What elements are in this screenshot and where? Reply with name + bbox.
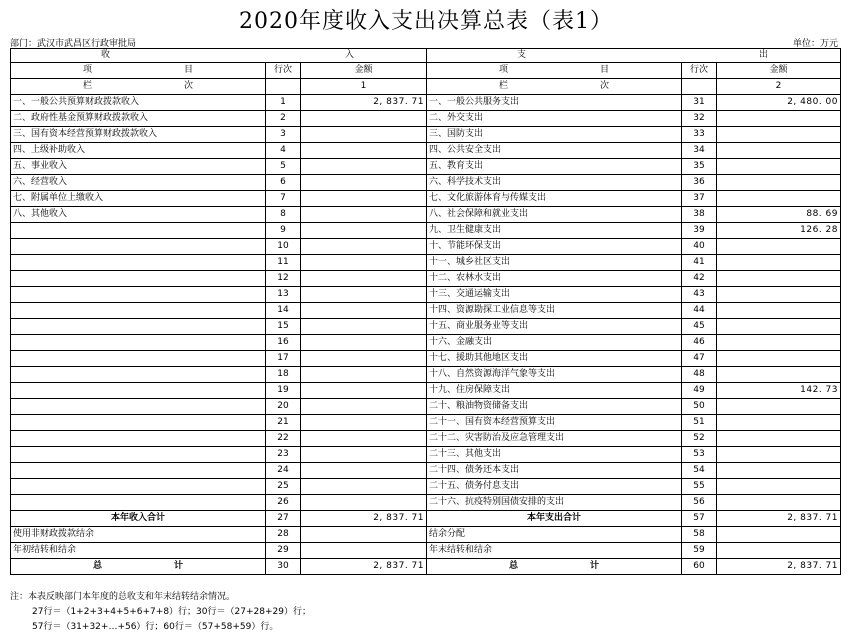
income-amount: 2, 837. 71	[301, 95, 427, 111]
expense-item-label: 十一、城乡社区支出	[427, 255, 682, 271]
income-subtotal-no: 27	[266, 511, 301, 527]
expense-column-char-2: 次	[599, 81, 609, 91]
income-item-label	[11, 319, 266, 335]
income-amount	[301, 463, 427, 479]
expense-column-blank	[682, 79, 717, 95]
expense-item-char-2: 目	[599, 65, 609, 75]
expense-amount	[717, 191, 841, 207]
income-amount	[301, 383, 427, 399]
table-row	[11, 383, 841, 399]
expense-item-label: 四、公共安全支出	[427, 143, 682, 159]
income-amount	[301, 399, 427, 415]
expense-item-label: 十五、商业服务业等支出	[427, 319, 682, 335]
expense-item-label: 七、文化旅游体育与传媒支出	[427, 191, 682, 207]
table-row	[11, 319, 841, 335]
table-row	[11, 255, 841, 271]
expense-item-label: 十七、援助其他地区支出	[427, 351, 682, 367]
income-column-char-1: 栏	[83, 81, 93, 91]
expense-extra-no: 58	[682, 527, 717, 543]
expense-row-no: 40	[682, 239, 717, 255]
income-row-no: 12	[266, 271, 301, 287]
expense-row-no: 51	[682, 415, 717, 431]
column-header-row	[11, 63, 841, 79]
income-item-label	[11, 399, 266, 415]
income-amount	[301, 287, 427, 303]
expense-item-label: 十二、农林水支出	[427, 271, 682, 287]
subtotal-row	[11, 511, 841, 527]
income-item-char-2: 目	[183, 65, 193, 75]
expense-total-no: 60	[682, 559, 717, 575]
expense-amount	[717, 143, 841, 159]
expense-row-no: 45	[682, 319, 717, 335]
income-item-label	[11, 495, 266, 511]
income-row-no: 23	[266, 447, 301, 463]
income-section-char-2: 入	[344, 50, 354, 60]
income-row-no: 16	[266, 335, 301, 351]
income-item-label	[11, 431, 266, 447]
expense-item-label: 十八、自然资源海洋气象等支出	[427, 367, 682, 383]
income-row-no: 22	[266, 431, 301, 447]
income-row-no: 26	[266, 495, 301, 511]
expense-amount	[717, 319, 841, 335]
expense-row-no: 55	[682, 479, 717, 495]
table-row	[11, 303, 841, 319]
expense-amount: 2, 480. 00	[717, 95, 841, 111]
income-column-blank	[266, 79, 301, 95]
expense-item-label: 十、节能环保支出	[427, 239, 682, 255]
income-column-number: 1	[301, 79, 427, 95]
table-row	[11, 463, 841, 479]
income-item-label	[11, 447, 266, 463]
expense-column-char-1: 栏	[499, 81, 509, 91]
income-amount	[301, 223, 427, 239]
income-amount	[301, 143, 427, 159]
income-amount	[301, 415, 427, 431]
income-extra-no: 29	[266, 543, 301, 559]
income-row-no: 5	[266, 159, 301, 175]
table-row	[11, 495, 841, 511]
income-row-no: 3	[266, 127, 301, 143]
expense-amount	[717, 303, 841, 319]
expense-item-label: 九、卫生健康支出	[427, 223, 682, 239]
expense-row-no: 33	[682, 127, 717, 143]
income-amount	[301, 351, 427, 367]
expense-row-no: 36	[682, 175, 717, 191]
table-body	[11, 95, 841, 511]
expense-row-no: 38	[682, 207, 717, 223]
expense-item-label: 八、社会保障和就业支出	[427, 207, 682, 223]
table-footer	[11, 511, 841, 575]
table-row	[11, 431, 841, 447]
table-row	[11, 399, 841, 415]
expense-row-no: 48	[682, 367, 717, 383]
expense-amount	[717, 127, 841, 143]
expense-amount: 126. 28	[717, 223, 841, 239]
income-row-no: 7	[266, 191, 301, 207]
income-item-label	[11, 223, 266, 239]
expense-row-no: 42	[682, 271, 717, 287]
expense-row-no: 50	[682, 399, 717, 415]
income-row-no: 18	[266, 367, 301, 383]
expense-row-no: 52	[682, 431, 717, 447]
income-row-no: 15	[266, 319, 301, 335]
income-amount	[301, 175, 427, 191]
expense-row-no: 43	[682, 287, 717, 303]
income-item-label: 七、附属单位上缴收入	[11, 191, 266, 207]
income-row-no: 25	[266, 479, 301, 495]
expense-subtotal-label: 本年支出合计	[427, 511, 682, 527]
expense-item-label: 十六、金融支出	[427, 335, 682, 351]
expense-amount	[717, 463, 841, 479]
income-item-label	[11, 287, 266, 303]
income-amount	[301, 239, 427, 255]
table-row	[11, 351, 841, 367]
expense-item-header	[427, 63, 682, 79]
expense-item-label: 一、一般公共服务支出	[427, 95, 682, 111]
income-item-label	[11, 367, 266, 383]
income-total-no: 30	[266, 559, 301, 575]
income-rowno-header: 行次	[266, 63, 301, 79]
income-row-no: 14	[266, 303, 301, 319]
expense-item-label: 六、科学技术支出	[427, 175, 682, 191]
table-row	[11, 415, 841, 431]
expense-amount	[717, 159, 841, 175]
income-column-char-2: 次	[183, 81, 193, 91]
expense-item-label: 二十一、国有资本经营预算支出	[427, 415, 682, 431]
summary-table	[10, 48, 841, 575]
expense-item-label: 十九、住房保障支出	[427, 383, 682, 399]
expense-extra-label: 年末结转和结余	[427, 543, 682, 559]
income-extra-amount	[301, 543, 427, 559]
expense-total-char-1: 总	[509, 561, 519, 571]
expense-extra-label: 结余分配	[427, 527, 682, 543]
expense-section-char-1: 支	[517, 50, 527, 60]
income-row-no: 24	[266, 463, 301, 479]
table-row	[11, 479, 841, 495]
income-item-label	[11, 271, 266, 287]
income-amount-header: 金额	[301, 63, 427, 79]
footnote-line: 27行＝（1+2+3+4+5+6+7+8）行；30行＝（27+28+29）行；	[32, 607, 311, 617]
expense-row-no: 44	[682, 303, 717, 319]
income-amount	[301, 127, 427, 143]
footnote-line: 57行＝（31+32+…+56）行；60行＝（57+58+59）行。	[32, 622, 279, 632]
expense-amount	[717, 399, 841, 415]
expense-item-label: 二、外交支出	[427, 111, 682, 127]
expense-item-label: 十四、资源勘探工业信息等支出	[427, 303, 682, 319]
expense-row-no: 49	[682, 383, 717, 399]
expense-amount-header: 金额	[717, 63, 841, 79]
income-total-label	[11, 559, 266, 575]
expense-row-no: 46	[682, 335, 717, 351]
extra-row	[11, 527, 841, 543]
expense-item-label: 二十二、灾害防治及应急管理支出	[427, 431, 682, 447]
table-row	[11, 447, 841, 463]
income-extra-no: 28	[266, 527, 301, 543]
expense-amount	[717, 111, 841, 127]
income-row-no: 19	[266, 383, 301, 399]
expense-total-char-2: 计	[589, 561, 599, 571]
income-amount	[301, 111, 427, 127]
income-column-label	[11, 79, 266, 95]
expense-item-char-1: 项	[499, 65, 509, 75]
income-item-label: 四、上级补助收入	[11, 143, 266, 159]
income-subtotal-label: 本年收入合计	[11, 511, 266, 527]
expense-total-amount: 2, 837. 71	[717, 559, 841, 575]
income-subtotal-amount: 2, 837. 71	[301, 511, 427, 527]
income-amount	[301, 159, 427, 175]
income-item-label	[11, 479, 266, 495]
income-row-no: 9	[266, 223, 301, 239]
table-row	[11, 271, 841, 287]
table-row	[11, 367, 841, 383]
income-item-label	[11, 351, 266, 367]
expense-column-number: 2	[717, 79, 841, 95]
expense-amount	[717, 271, 841, 287]
income-total-char-2: 计	[173, 561, 183, 571]
expense-item-label: 二十三、其他支出	[427, 447, 682, 463]
expense-rowno-header: 行次	[682, 63, 717, 79]
table-row	[11, 143, 841, 159]
table-row	[11, 191, 841, 207]
expense-section-char-2: 出	[758, 50, 768, 60]
income-item-label	[11, 415, 266, 431]
income-section-char-1: 收	[101, 50, 111, 60]
income-item-label: 八、其他收入	[11, 207, 266, 223]
expense-amount	[717, 431, 841, 447]
income-item-char-1: 项	[83, 65, 93, 75]
income-section-header	[11, 49, 427, 63]
income-item-label	[11, 383, 266, 399]
income-amount	[301, 367, 427, 383]
expense-amount	[717, 335, 841, 351]
expense-amount	[717, 479, 841, 495]
expense-row-no: 35	[682, 159, 717, 175]
expense-row-no: 47	[682, 351, 717, 367]
expense-item-label: 二十五、债务付息支出	[427, 479, 682, 495]
section-header-row	[11, 49, 841, 63]
expense-row-no: 41	[682, 255, 717, 271]
income-total-amount: 2, 837. 71	[301, 559, 427, 575]
income-item-label	[11, 239, 266, 255]
income-amount	[301, 303, 427, 319]
table-row	[11, 175, 841, 191]
income-row-no: 10	[266, 239, 301, 255]
expense-amount	[717, 255, 841, 271]
expense-item-label: 三、国防支出	[427, 127, 682, 143]
income-item-header	[11, 63, 266, 79]
income-row-no: 20	[266, 399, 301, 415]
report-title: 2020年度收入支出决算总表（表1）	[239, 9, 613, 34]
income-extra-label: 年初结转和结余	[11, 543, 266, 559]
column-number-row	[11, 79, 841, 95]
expense-subtotal-no: 57	[682, 511, 717, 527]
unit-label: 单位：万元	[792, 39, 838, 49]
income-amount	[301, 319, 427, 335]
income-amount	[301, 191, 427, 207]
income-item-label: 三、国有资本经营预算财政拨款收入	[11, 127, 266, 143]
expense-row-no: 32	[682, 111, 717, 127]
expense-amount	[717, 239, 841, 255]
total-row	[11, 559, 841, 575]
income-row-no: 1	[266, 95, 301, 111]
department-label: 部门：武汉市武昌区行政审批局	[10, 39, 137, 49]
income-amount	[301, 271, 427, 287]
expense-row-no: 37	[682, 191, 717, 207]
expense-row-no: 56	[682, 495, 717, 511]
table-row	[11, 159, 841, 175]
income-extra-label: 使用非财政拨款结余	[11, 527, 266, 543]
expense-total-label	[427, 559, 682, 575]
income-item-label: 二、政府性基金预算财政拨款收入	[11, 111, 266, 127]
expense-item-label: 二十、粮油物资储备支出	[427, 399, 682, 415]
expense-item-label: 二十四、债务还本支出	[427, 463, 682, 479]
income-amount	[301, 495, 427, 511]
income-row-no: 11	[266, 255, 301, 271]
table-row	[11, 95, 841, 111]
expense-amount	[717, 351, 841, 367]
expense-item-label: 五、教育支出	[427, 159, 682, 175]
table-row	[11, 207, 841, 223]
expense-amount: 88. 69	[717, 207, 841, 223]
expense-item-label: 十三、交通运输支出	[427, 287, 682, 303]
table-row	[11, 223, 841, 239]
income-amount	[301, 447, 427, 463]
table-row	[11, 127, 841, 143]
income-amount	[301, 431, 427, 447]
expense-extra-amount	[717, 543, 841, 559]
income-total-char-1: 总	[93, 561, 103, 571]
income-row-no: 4	[266, 143, 301, 159]
expense-amount: 142. 73	[717, 383, 841, 399]
footnotes	[10, 590, 311, 635]
income-row-no: 8	[266, 207, 301, 223]
expense-amount	[717, 287, 841, 303]
income-item-label: 一、一般公共预算财政拨款收入	[11, 95, 266, 111]
income-amount	[301, 255, 427, 271]
income-item-label	[11, 255, 266, 271]
income-extra-amount	[301, 527, 427, 543]
income-row-no: 17	[266, 351, 301, 367]
footnote-line: 注：本表反映部门本年度的总收支和年末结转结余情况。	[10, 592, 236, 602]
expense-row-no: 31	[682, 95, 717, 111]
expense-amount	[717, 175, 841, 191]
extra-row	[11, 543, 841, 559]
expense-amount	[717, 415, 841, 431]
expense-column-label	[427, 79, 682, 95]
table-row	[11, 287, 841, 303]
expense-amount	[717, 495, 841, 511]
expense-amount	[717, 447, 841, 463]
income-item-label: 五、事业收入	[11, 159, 266, 175]
income-item-label	[11, 303, 266, 319]
expense-extra-no: 59	[682, 543, 717, 559]
income-amount	[301, 335, 427, 351]
expense-section-header	[427, 49, 841, 63]
income-item-label	[11, 463, 266, 479]
income-row-no: 21	[266, 415, 301, 431]
expense-row-no: 39	[682, 223, 717, 239]
expense-row-no: 54	[682, 463, 717, 479]
income-row-no: 6	[266, 175, 301, 191]
table-row	[11, 239, 841, 255]
expense-amount	[717, 367, 841, 383]
income-item-label: 六、经营收入	[11, 175, 266, 191]
table-row	[11, 335, 841, 351]
expense-item-label: 二十六、抗疫特别国债安排的支出	[427, 495, 682, 511]
income-item-label	[11, 335, 266, 351]
expense-row-no: 34	[682, 143, 717, 159]
table-row	[11, 111, 841, 127]
expense-subtotal-amount: 2, 837. 71	[717, 511, 841, 527]
expense-row-no: 53	[682, 447, 717, 463]
income-amount	[301, 479, 427, 495]
income-row-no: 2	[266, 111, 301, 127]
income-amount	[301, 207, 427, 223]
expense-extra-amount	[717, 527, 841, 543]
income-row-no: 13	[266, 287, 301, 303]
